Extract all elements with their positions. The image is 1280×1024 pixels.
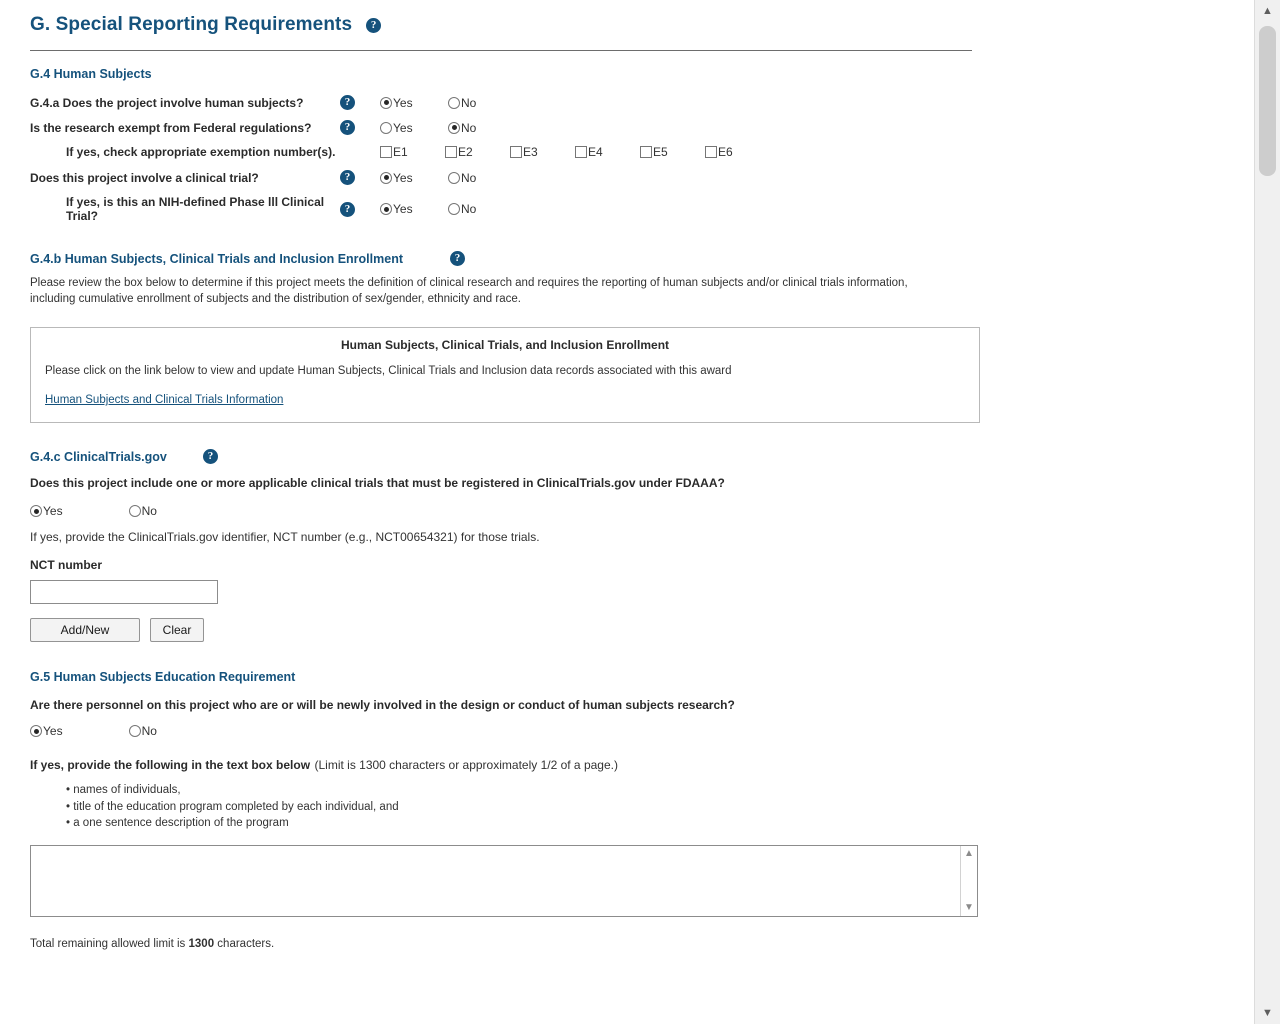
education-textarea-wrapper [30, 845, 978, 922]
scroll-up-icon[interactable]: ▲ [964, 848, 974, 860]
radio-input[interactable] [380, 122, 392, 134]
checkbox-input[interactable] [705, 146, 717, 158]
radio-input[interactable] [380, 97, 392, 109]
enrollment-box-text: Please click on the link below to view and update Human Subjects, Clinical Trials and Inclusion data records associated with this award [45, 365, 732, 378]
help-icon[interactable]: ? [366, 18, 381, 33]
radio-education-yes[interactable] [30, 724, 63, 738]
page-scrollbar[interactable] [1254, 0, 1280, 1024]
radio-group-phase3 [380, 202, 516, 216]
checkbox-label: E6 [718, 145, 733, 159]
question-label-clinical-trial: Does this project involve a clinical trial? [30, 170, 259, 185]
radio-label: Yes [393, 170, 413, 185]
list-item: • title of the education program completed by each individual, and [66, 800, 399, 813]
radio-input[interactable] [448, 203, 460, 215]
help-cell [340, 120, 380, 135]
help-icon[interactable]: ? [450, 251, 465, 266]
g5-instruction-rest: (Limit is 1300 characters or approximately 1/2 of a page.) [314, 758, 618, 773]
nct-button-row [30, 618, 980, 642]
checkbox-label: E5 [653, 145, 668, 159]
radio-input[interactable] [30, 725, 42, 737]
radio-label: Yes [393, 95, 413, 110]
help-icon[interactable]: ? [340, 120, 355, 135]
clear-button[interactable]: Clear [150, 618, 204, 642]
question-row-human-subjects [30, 95, 980, 110]
radio-label: Yes [43, 724, 63, 739]
radio-label: No [461, 120, 477, 135]
g5-bullet-list [66, 782, 980, 832]
section-g4-heading: G.4 Human Subjects [30, 67, 152, 81]
section-g4c-heading: G.4.c ClinicalTrials.gov [30, 449, 167, 464]
checkbox-label: E4 [588, 145, 603, 159]
radio-label: Yes [43, 504, 63, 519]
page-header [30, 14, 980, 50]
enrollment-box-title: Human Subjects, Clinical Trials, and Inclusion Enrollment [340, 338, 670, 353]
help-icon[interactable]: ? [340, 170, 355, 185]
question-label-phase3: If yes, is this an NIH-defined Phase lll Clinical Trial? [66, 195, 325, 223]
textarea-scrollbar[interactable] [960, 846, 977, 916]
radio-label: No [461, 95, 477, 110]
limit-suffix: characters. [214, 938, 275, 951]
radio-label: No [141, 724, 157, 739]
g4c-hint: If yes, provide the ClinicalTrials.gov identifier, NCT number (e.g., NCT00654321) for those trials. [30, 530, 540, 545]
help-icon[interactable]: ? [340, 95, 355, 110]
section-g4b-header [30, 251, 980, 266]
question-row-phase3 [30, 195, 980, 223]
radio-exempt-yes[interactable] [380, 121, 413, 135]
checkbox-input[interactable] [380, 146, 392, 158]
radio-group-education [30, 724, 980, 738]
radio-clinical-trial-no[interactable] [448, 171, 476, 185]
radio-group-fdaaa [30, 504, 980, 518]
radio-human-subjects-no[interactable] [448, 96, 476, 110]
section-g4b-heading: G.4.b Human Subjects, Clinical Trials and Inclusion Enrollment [30, 251, 403, 266]
checkbox-input[interactable] [575, 146, 587, 158]
radio-group-human-subjects [380, 96, 516, 110]
limit-prefix: Total remaining allowed limit is [30, 938, 189, 951]
header-divider [30, 50, 972, 51]
question-label-exempt: Is the research exempt from Federal regulations? [30, 120, 312, 135]
limit-count: 1300 [188, 938, 215, 951]
radio-clinical-trial-yes[interactable] [380, 171, 413, 185]
radio-input[interactable] [129, 505, 141, 517]
scroll-down-icon[interactable]: ▼ [964, 902, 974, 914]
checkbox-input[interactable] [445, 146, 457, 158]
human-subjects-clinical-trials-link[interactable]: Human Subjects and Clinical Trials Information [45, 394, 284, 407]
education-textarea[interactable] [30, 845, 978, 917]
radio-label: Yes [393, 202, 413, 216]
radio-fdaaa-yes[interactable] [30, 504, 63, 518]
radio-input[interactable] [448, 172, 460, 184]
checkbox-e2[interactable] [445, 145, 510, 159]
checkbox-e5[interactable] [640, 145, 705, 159]
list-item: • names of individuals, [66, 784, 181, 797]
character-limit-note [30, 938, 980, 950]
checkbox-input[interactable] [510, 146, 522, 158]
scrollbar-thumb[interactable] [1259, 26, 1276, 176]
g5-instruction [30, 756, 980, 774]
add-new-button[interactable]: Add/New [30, 618, 140, 642]
exemption-row [30, 145, 980, 159]
radio-input[interactable] [448, 122, 460, 134]
radio-input[interactable] [129, 725, 141, 737]
nct-number-input[interactable] [30, 580, 218, 604]
list-item: • a one sentence description of the program [66, 817, 289, 830]
checkbox-label: E1 [393, 145, 408, 159]
nct-number-label: NCT number [30, 558, 102, 573]
radio-label: No [461, 202, 477, 216]
section-g4c-header [30, 449, 980, 464]
radio-input[interactable] [380, 203, 392, 215]
help-icon[interactable]: ? [203, 449, 218, 464]
checkbox-input[interactable] [640, 146, 652, 158]
help-cell [340, 170, 380, 185]
question-row-clinical-trial [30, 170, 980, 185]
question-label-human-subjects: G.4.a Does the project involve human subjects? [30, 95, 304, 110]
radio-group-exempt [380, 121, 516, 135]
scrollbar-down-icon[interactable]: ▼ [1255, 1002, 1280, 1024]
radio-fdaaa-no[interactable] [129, 504, 157, 518]
radio-input[interactable] [380, 172, 392, 184]
g4b-blurb: Please review the box below to determine if this project meets the definition of clinical research and requires the reporting of human subjects and/or clinical trials information, including cumulative enrollment of subjects and the distribution of sex/gender, ethnicity and race. [30, 277, 908, 305]
radio-label: No [461, 170, 477, 185]
radio-phase3-no[interactable] [448, 202, 476, 216]
section-g5-heading: G.5 Human Subjects Education Requirement [30, 670, 296, 685]
checkbox-label: E3 [523, 145, 538, 159]
radio-human-subjects-yes[interactable] [380, 96, 413, 110]
checkbox-e3[interactable] [510, 145, 575, 159]
g5-question: Are there personnel on this project who are or will be newly involved in the design or conduct of human subjects research? [30, 698, 735, 713]
g5-instruction-bold: If yes, provide the following in the text box below [30, 758, 311, 773]
checkbox-label: E2 [458, 145, 473, 159]
help-cell [340, 95, 380, 110]
radio-label: Yes [393, 120, 413, 135]
checkbox-e6[interactable] [705, 145, 770, 159]
radio-input[interactable] [30, 505, 42, 517]
page-title: G. Special Reporting Requirements [30, 14, 353, 35]
radio-input[interactable] [448, 97, 460, 109]
radio-phase3-yes[interactable] [380, 202, 413, 216]
radio-label: No [141, 504, 157, 519]
checkbox-e1[interactable] [380, 145, 445, 159]
radio-group-clinical-trial [380, 171, 516, 185]
question-row-exempt [30, 120, 980, 135]
checkbox-e4[interactable] [575, 145, 640, 159]
help-icon[interactable]: ? [340, 202, 355, 217]
exemption-instruction: If yes, check appropriate exemption number(s). [66, 145, 336, 159]
radio-education-no[interactable] [129, 724, 157, 738]
scrollbar-up-icon[interactable]: ▲ [1255, 0, 1280, 22]
radio-exempt-no[interactable] [448, 121, 476, 135]
enrollment-box [30, 327, 980, 423]
help-cell [340, 202, 380, 217]
g4c-question: Does this project include one or more applicable clinical trials that must be registered in ClinicalTrials.gov under FDAAA? [30, 476, 725, 491]
